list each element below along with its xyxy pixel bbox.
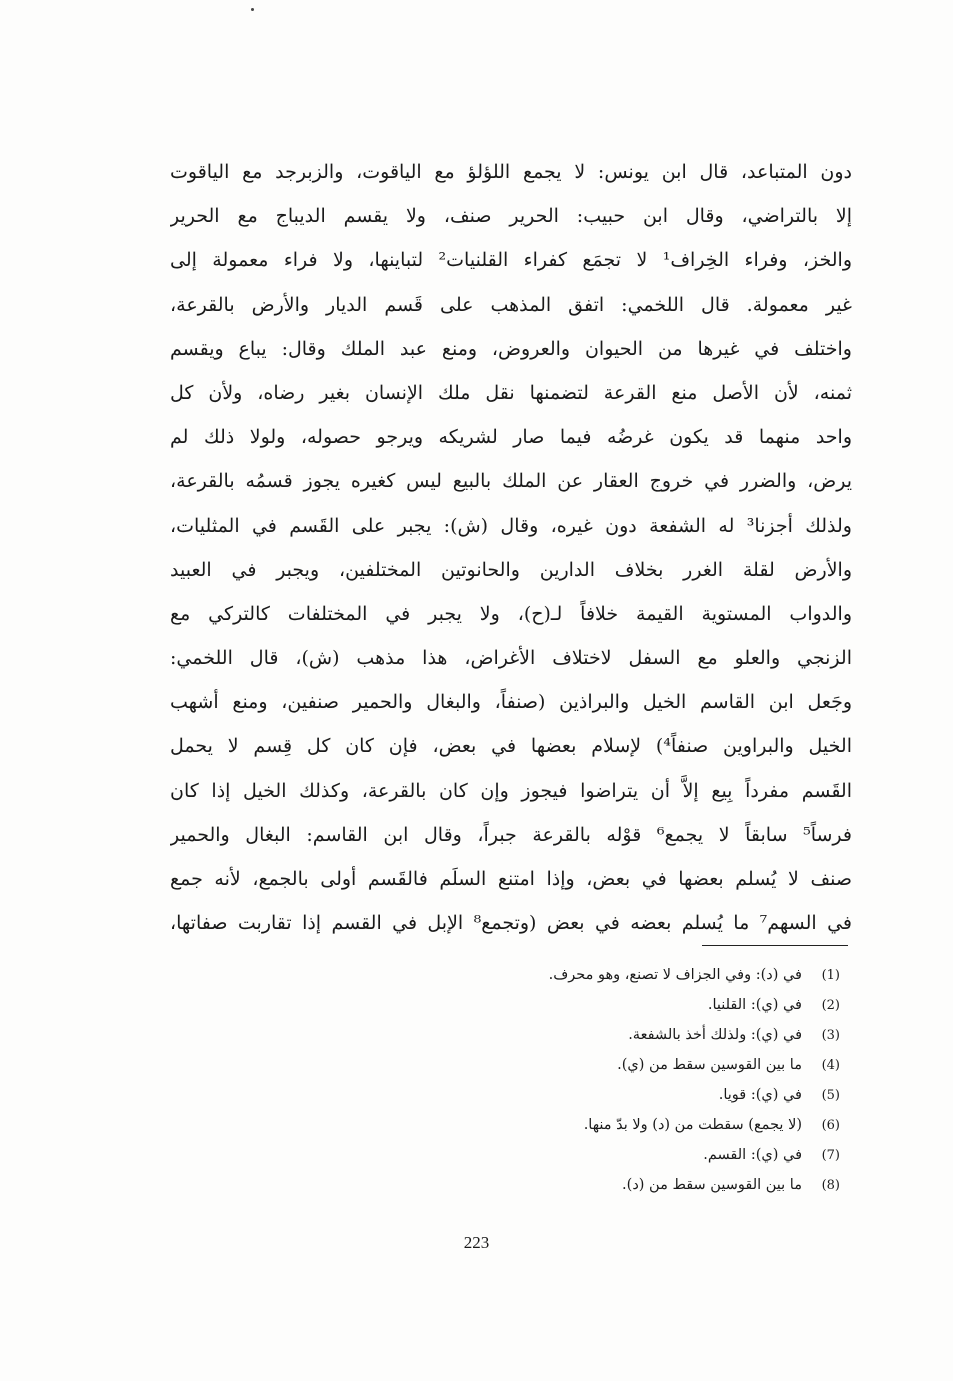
- footnote-number: (3): [821, 1027, 840, 1043]
- footnote-text: في (ي): القسم.: [703, 1147, 802, 1163]
- text-line: دون المتباعد، قال ابن يونس: لا يجمع اللؤلؤ مع الياقوت، والزبرجد مع الياقوت: [170, 161, 852, 183]
- text-line: غير معمولة. قال اللخمي: اتفق المذهب على قَسم الديار والأرض بالقرعة،: [170, 293, 852, 316]
- text-line: والأرض لقلة الغرر بخلاف الدارين والحانوتين المختلفين، ويجبر في العبيد: [170, 558, 852, 581]
- text-line: القَسم مفرداً بِيع إلاَّ أن يتراضوا فيجوز وإن كان بالقرعة، وكذلك الخيل إذا كان: [170, 779, 852, 802]
- footnote-number: (1): [821, 967, 840, 983]
- text-line: والدواب المستوية القيمة خلافاً لـ(ح)، ولا يجبر في المختلفات كالتركي مع: [170, 602, 852, 625]
- footnote-number: (5): [821, 1087, 840, 1103]
- footnote-separator: [702, 945, 848, 946]
- text-line: صنف لا يُسلم بعضها في بعض، وإذا امتنع السلَم فالقَسم أولى بالجمع، لأنه جمع: [170, 868, 852, 890]
- text-line: ولذلك أجزنا³ له الشفعة دون غيره، وقال (ش): يجبر على القَسم في المثليات،: [170, 514, 852, 537]
- text-line: وجَعل ابن القاسم الخيل والبراذين (صنفاً، والبغال والحمير صنفين، ومنع أشهب: [170, 691, 852, 714]
- footnote-text: في (ي): ولذلك أخذ بالشفعة.: [628, 1027, 802, 1043]
- footnote-item: [300, 1020, 840, 1050]
- footnote-item: [300, 1170, 840, 1200]
- footnote-text: في (ي): قويا.: [718, 1087, 802, 1103]
- footnotes: [300, 960, 840, 1200]
- text-line: يرض، والضرر في خروج العقار عن الملك بالبيع ليس كغيره يجوز قسمُه بالقرعة،: [170, 470, 852, 493]
- text-line: الزنجي والعلو مع السفل لاختلاف الأغراض، هذا مذهب (ش)، قال اللخمي:: [170, 647, 852, 670]
- page-number: 223: [463, 1233, 490, 1252]
- text-line: إلا بالتراضي، وقال ابن حبيب: الحرير صنف، ولا يقسم الديباج مع الحرير: [170, 205, 852, 228]
- footnote-text: (لا يجمع) سقطت من (د) ولا بدّ منها.: [583, 1117, 802, 1133]
- footnote-text: ما بين القوسين سقط من (د).: [622, 1177, 802, 1193]
- footnote-item: [300, 990, 840, 1020]
- footnote-item: [300, 1050, 840, 1080]
- text-line: في السهم⁷ ما يُسلم بعضه في بعض (وتجمع⁸ الإبل في القسم إذا تقاربت صفاتها،: [170, 912, 852, 935]
- footnote-text: ما بين القوسين سقط من (ي).: [617, 1057, 802, 1073]
- scan-speck: [251, 8, 254, 11]
- text-line: والخز، وفراء الخِراف¹ لا تجمَع كفراء القلنيات² لتباينها، ولا فراء معمولة إلى: [170, 249, 852, 272]
- footnote-item: [300, 960, 840, 990]
- footnote-item: [300, 1080, 840, 1110]
- text-line: واختلف في غيرها من الحيوان والعروض، ومنع عبد الملك وقال: يباع ويقسم: [170, 337, 852, 360]
- text-line: الخيل والبراوين صنفاً⁴) لإسلام بعضها في بعض، فإن كان كل قِسم لا يحمل: [170, 735, 852, 758]
- main-text-block: [170, 150, 852, 945]
- footnote-item: [300, 1140, 840, 1170]
- footnote-number: (4): [821, 1057, 840, 1073]
- footnote-number: (2): [821, 997, 840, 1013]
- footnote-number: (8): [821, 1177, 840, 1193]
- footnote-text: في (د): وفي الجزاف لا تصنع، وهو محرف.: [548, 967, 802, 983]
- footnote-number: (7): [821, 1147, 840, 1163]
- footnote-text: في (ي): القلنيا.: [707, 997, 802, 1013]
- text-line: واحد منهما قد يكون غرضُه فيما صار لشريكه ويرجو حصوله، ولولا ذلك لم: [170, 426, 852, 449]
- footnote-item: [300, 1110, 840, 1140]
- text-line: فرساً⁵ سابقاً لا يجمع⁶ قوْله بالقرعة جبراً، وقال ابن القاسم: البغال والحمير: [170, 823, 852, 846]
- footnote-number: (6): [821, 1117, 840, 1133]
- text-line: ثمنه، لأن الأصل منع القرعة لتضمنها نقل ملك الإنسان بغير رضاه، ولأن كل: [170, 381, 852, 404]
